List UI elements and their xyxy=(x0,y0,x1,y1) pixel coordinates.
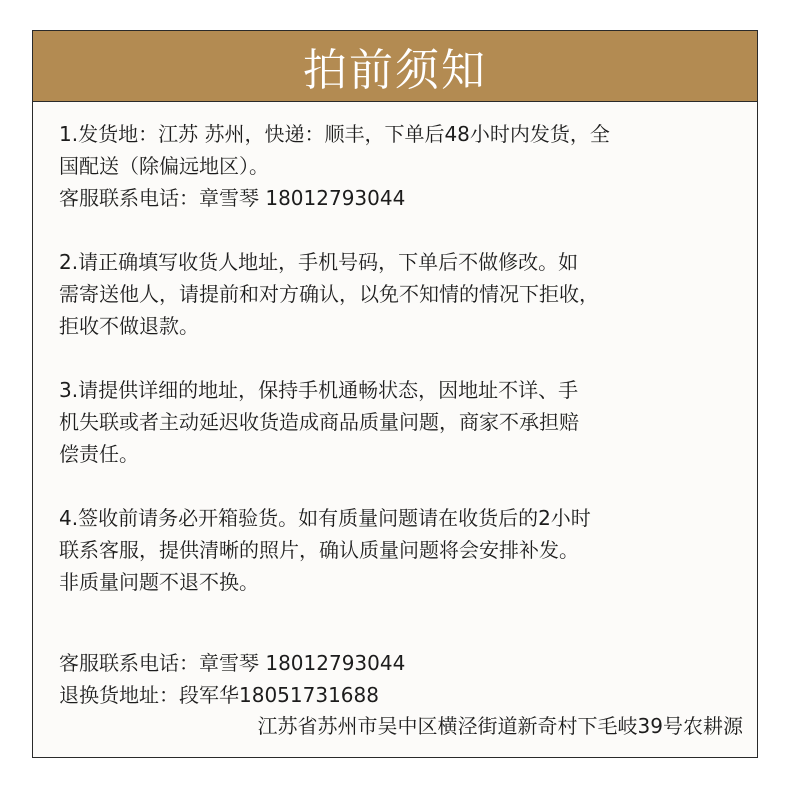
shipping-section xyxy=(59,118,739,214)
liability-section xyxy=(59,374,739,470)
notice-title: 拍前须知 xyxy=(303,45,487,96)
footer-phone: 客服联系电话：章雪琴 18012793044 xyxy=(59,651,406,675)
liability-line-3: 偿责任。 xyxy=(59,442,139,466)
inspection-line-2: 联系客服，提供清晰的照片，确认质量问题将会安排补发。 xyxy=(59,538,579,562)
liability-line-1: 3.请提供详细的地址，保持手机通畅状态，因地址不详、手 xyxy=(59,378,579,402)
customer-service-phone: 客服联系电话：章雪琴 18012793044 xyxy=(59,186,406,210)
inspection-line-1: 4.签收前请务必开箱验货。如有质量问题请在收货后的2小时 xyxy=(59,506,591,530)
purchase-notice-card xyxy=(32,30,758,758)
address-line-3: 拒收不做退款。 xyxy=(59,314,199,338)
notice-header xyxy=(33,31,757,102)
address-section xyxy=(59,246,739,342)
address-line-1: 2.请正确填写收货人地址，手机号码，下单后不做修改。如 xyxy=(59,250,579,274)
shipping-line-2: 国配送（除偏远地区）。 xyxy=(59,154,269,178)
footer-section xyxy=(59,647,739,711)
liability-line-2: 机失联或者主动延迟收货造成商品质量问题，商家不承担赔 xyxy=(59,410,579,434)
inspection-line-3: 非质量问题不退不换。 xyxy=(59,570,259,594)
address-line-2: 需寄送他人，请提前和对方确认，以免不知情的情况下拒收， xyxy=(59,282,599,306)
inspection-section xyxy=(59,502,739,598)
shipping-line-1: 1.发货地：江苏 苏州，快递：顺丰，下单后48小时内发货，全 xyxy=(59,122,610,146)
return-address: 江苏省苏州市吴中区横泾街道新奇村下毛岐39号农耕源 xyxy=(257,714,743,738)
return-address-label: 退换货地址：段军华18051731688 xyxy=(59,683,379,707)
